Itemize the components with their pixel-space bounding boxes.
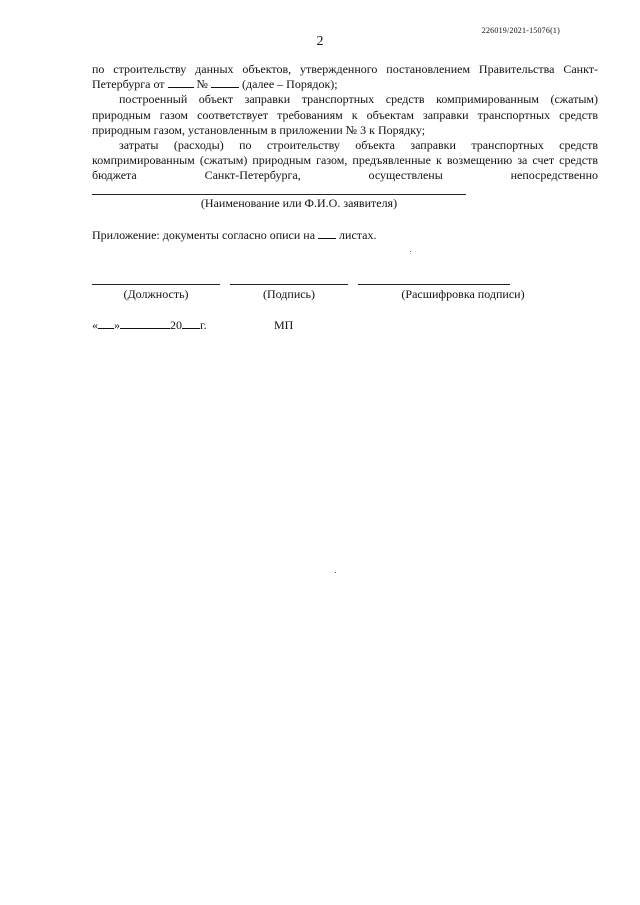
paragraph-compliance: построенный объект заправки транспортных средств компримированным (сжатым) природным газом соответствует требованиям к объектам заправки транспортных средств природным газом, установленным в приложении № 3 к Порядку; (92, 92, 598, 137)
year-suffix: г. (200, 318, 207, 332)
decoding-line (358, 284, 510, 285)
attachment-text: Приложение: документы согласно описи на (92, 228, 316, 242)
document-body (92, 62, 598, 184)
stamp-place: МП (274, 318, 294, 332)
date-blank (168, 77, 194, 88)
page-number: 2 (316, 34, 324, 49)
day-blank (98, 318, 114, 329)
number-blank (211, 77, 239, 88)
paragraph-procedure (92, 62, 598, 92)
date-line (92, 318, 207, 333)
paragraph-costs: затраты (расходы) по строительству объекта заправки транспортных средств компримированным (сжатым) природным газом, предъявленные к возмещению за счет средств бюджета Санкт-Петербурга, осуществлены непосредственно (92, 138, 598, 183)
attachment-text-end: листах. (339, 228, 377, 242)
document-number: 226019/2021-15076(1) (481, 26, 560, 35)
decoding-caption: (Расшифровка подписи) (401, 287, 525, 301)
number-sign: № (196, 77, 208, 92)
applicant-name-line (92, 194, 466, 195)
sheets-count-blank (318, 228, 336, 239)
applicant-caption: (Наименование или Ф.И.О. заявителя) (200, 196, 398, 210)
speck (410, 251, 411, 252)
speck (335, 572, 336, 573)
year-blank (182, 318, 200, 329)
month-blank (120, 318, 170, 329)
year-prefix: 20 (170, 318, 182, 332)
signature-caption: (Подпись) (262, 287, 316, 301)
date-open-quote: « (92, 318, 98, 332)
paragraph-procedure-end: (далее – Порядок); (242, 77, 338, 92)
position-line (92, 284, 220, 285)
paragraph-procedure-text: по строительству данных объектов, утвержденного постановлением Правительства Санкт-Петербурга от (92, 62, 598, 92)
position-caption: (Должность) (123, 287, 189, 301)
signature-line (230, 284, 348, 285)
date-close-quote: » (114, 318, 120, 332)
attachment-line (92, 228, 377, 243)
